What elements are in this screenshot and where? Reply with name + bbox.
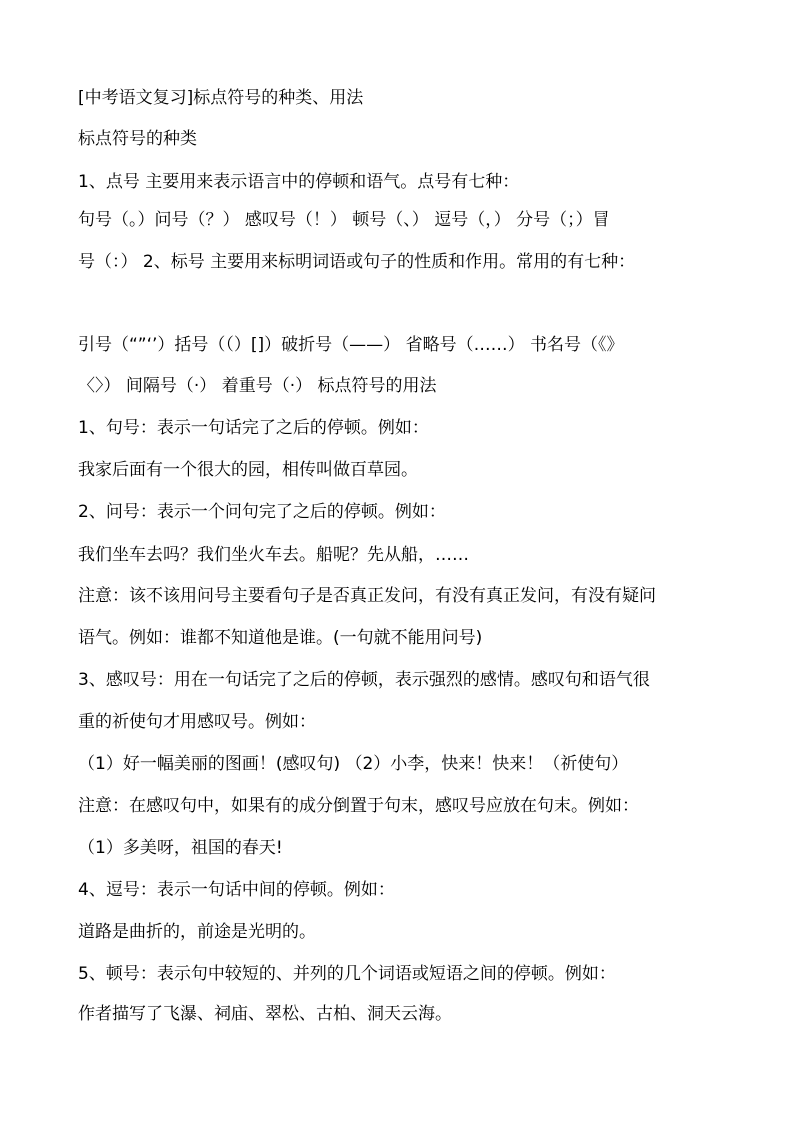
paragraph-line: 我们坐车去吗？我们坐火车去。船呢？先从船，…… [78,545,469,565]
paragraph-line: 注意：在感叹句中，如果有的成分倒置于句末，感叹号应放在句末。例如： [78,796,639,816]
paragraph-line: 作者描写了飞瀑、祠庙、翠松、古柏、洞天云海。 [78,1004,452,1024]
paragraph-line: 5、顿号：表示句中较短的、并列的几个词语或短语之间的停顿。例如： [78,964,616,984]
paragraph-line: 语气。例如：谁都不知道他是谁。(一句就不能用问号) [78,628,483,648]
paragraph-line: 1、句号：表示一句话完了之后的停顿。例如： [78,418,429,438]
paragraph-line: 2、问号：表示一个问句完了之后的停顿。例如： [78,502,446,522]
paragraph-line: 3、感叹号：用在一句话完了之后的停顿，表示强烈的感情。感叹句和语气很 [78,670,650,690]
document-title: [中考语文复习]标点符号的种类、用法 [78,88,364,108]
paragraph-line: 道路是曲折的，前途是光明的。 [78,922,316,942]
paragraph-line: 引号（“”‘’）括号（（）[]）破折号（——） 省略号（……） 书名号（《》 [78,335,624,355]
section-heading: 标点符号的种类 [78,129,197,149]
paragraph-line: 重的祈使句才用感叹号。例如： [78,712,316,732]
paragraph-line: 句号（。）问号（？） 感叹号（！） 顿号（、） 逗号（，） 分号（；）冒 [78,210,610,230]
paragraph-line: 4、逗号：表示一句话中间的停顿。例如： [78,880,395,900]
paragraph-line: 1、点号 主要用来表示语言中的停顿和语气。点号有七种： [78,172,520,192]
paragraph-line: 号（：） 2、标号 主要用来标明词语或句子的性质和作用。常用的有七种： [78,252,636,272]
paragraph-line: 注意：该不该用问号主要看句子是否真正发问，有没有真正发问，有没有疑问 [78,586,656,606]
paragraph-line: 我家后面有一个很大的园，相传叫做百草园。 [78,460,418,480]
paragraph-line: （1）多美呀，祖国的春天! [78,838,283,858]
paragraph-line: （1）好一幅美丽的图画！(感叹句) （2）小李，快来！快来！（祈使句） [78,754,629,774]
paragraph-line: 〈〉） 间隔号（·） 着重号（·） 标点符号的用法 [78,376,437,396]
